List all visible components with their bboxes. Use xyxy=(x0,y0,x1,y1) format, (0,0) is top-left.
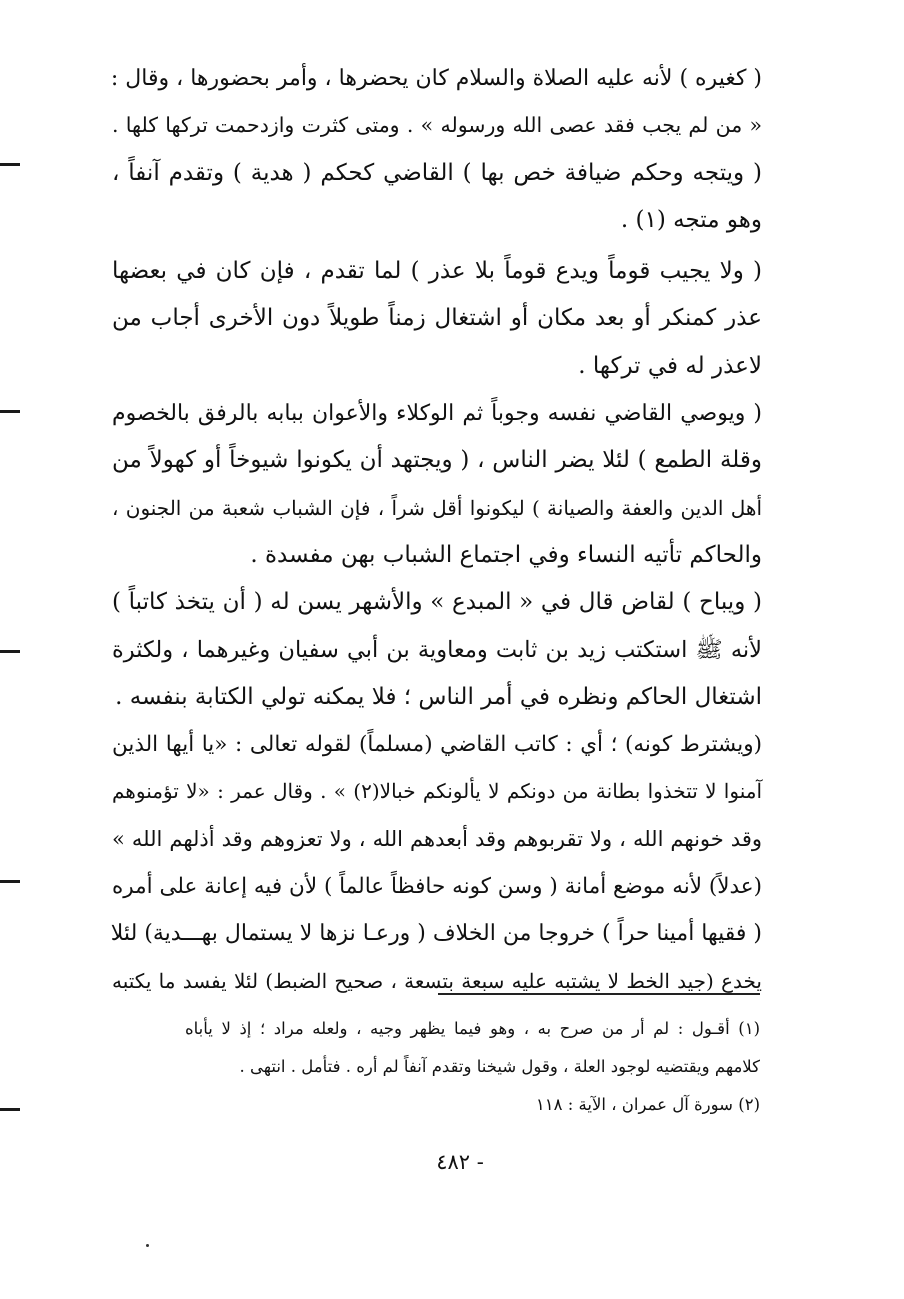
scan-edge-mark xyxy=(0,650,20,653)
ink-speck xyxy=(146,1244,149,1247)
text-line: « من لم يجب فقد عصى الله ورسوله » . ومتى كثرت وازدحمت تركها كلها . xyxy=(112,113,762,138)
text-line: يخدع (جيد الخط لا يشتبه عليه سبعة بتسعة ، صحيح الضبط) لئلا يفسد ما يكتبه xyxy=(112,968,762,993)
text-line: ( ويباح ) لقاض قال في « المبدع » والأشهر يسن له ( أن يتخذ كاتباً ) xyxy=(112,589,762,616)
text-line: ( كغيره ) لأنه عليه الصلاة والسلام كان يحضرها ، وأمر بحضورها ، وقال : xyxy=(110,66,762,91)
text-line: (ويشترط كونه) ؛ أي : كاتب القاضي (مسلماً) لقوله تعالى : «يا أيها الذين xyxy=(112,732,762,758)
footnote-1-line-1: (١) أقـول : لم أر من صرح به ، وهو فيما يظهر وجيه ، ولعله مراد ؛ إذ لا يأباه xyxy=(185,1019,760,1038)
scan-edge-mark xyxy=(0,163,20,166)
text-line: ( فقيها أمينا حراً ) خروجا من الخلاف ( ورعـا نزها لا يستمال بهـــدية) لئلا xyxy=(110,921,762,947)
text-line: ( ويتجه وحكم ضيافة خص بها ) القاضي كحكم ( هدية ) وتقدم آنفاً ، xyxy=(112,159,762,186)
scan-edge-mark xyxy=(0,410,20,413)
text-line: آمنوا لا تتخذوا بطانة من دونكم لا يألونكم خبالا(٢) » . وقال عمر : «لا تؤمنوهم xyxy=(112,779,762,804)
text-line: (عدلاً) لأنه موضع أمانة ( وسن كونه حافظاً عالماً ) لأن فيه إعانة على أمره xyxy=(112,874,762,900)
footnote-separator xyxy=(438,993,760,995)
text-line: ( ويوصي القاضي نفسه وجوباً ثم الوكلاء والأعوان ببابه بالرفق بالخصوم xyxy=(112,401,762,427)
text-line: والحاكم تأتيه النساء وفي اجتماع الشباب بهن مفسدة . xyxy=(250,541,762,568)
page-content xyxy=(112,55,762,1005)
text-line: عذر كمنكر أو بعد مكان أو اشتغال زمناً طويلاً دون الأخرى أجاب من xyxy=(112,305,762,332)
page-number: - ٤٨٢ xyxy=(436,1150,484,1174)
text-line: وقلة الطمع ) لئلا يضر الناس ، ( ويجتهد أن يكونوا شيوخاً أو كهولاً من xyxy=(112,447,762,474)
scan-edge-mark xyxy=(0,1108,20,1111)
footnote-1-line-2: كلامهم ويقتضيه لوجود العلة ، وقول شيخنا وتقدم آنفاً لم أره . فتأمل . انتهى . xyxy=(239,1057,760,1076)
text-line: وهو متجه (١) . xyxy=(620,206,762,233)
scan-edge-mark xyxy=(0,880,20,883)
footnotes xyxy=(185,1010,760,1124)
text-line: اشتغال الحاكم ونظره في أمر الناس ؛ فلا يمكنه تولي الكتابة بنفسه . xyxy=(115,683,762,710)
main-text xyxy=(112,55,762,1005)
text-line: وقد خونهم الله ، ولا تقربوهم وقد أبعدهم الله ، ولا تعزوهم وقد أذلهم الله » xyxy=(112,826,762,851)
text-line: ( ولا يجيب قوماً ويدع قوماً بلا عذر ) لما تقدم ، فإن كان في بعضها xyxy=(112,258,762,285)
text-line: لأنه ﷺ استكتب زيد بن ثابت ومعاوية بن أبي سفيان وغيرهما ، ولكثرة xyxy=(112,636,762,663)
text-line: أهل الدين والعفة والصيانة ) ليكونوا أقل شراً ، فإن الشباب شعبة من الجنون ، xyxy=(112,495,762,520)
text-line: لاعذر له في تركها . xyxy=(578,352,762,379)
footnote-2: (٢) سورة آل عمران ، الآية : ١١٨ xyxy=(535,1095,760,1114)
